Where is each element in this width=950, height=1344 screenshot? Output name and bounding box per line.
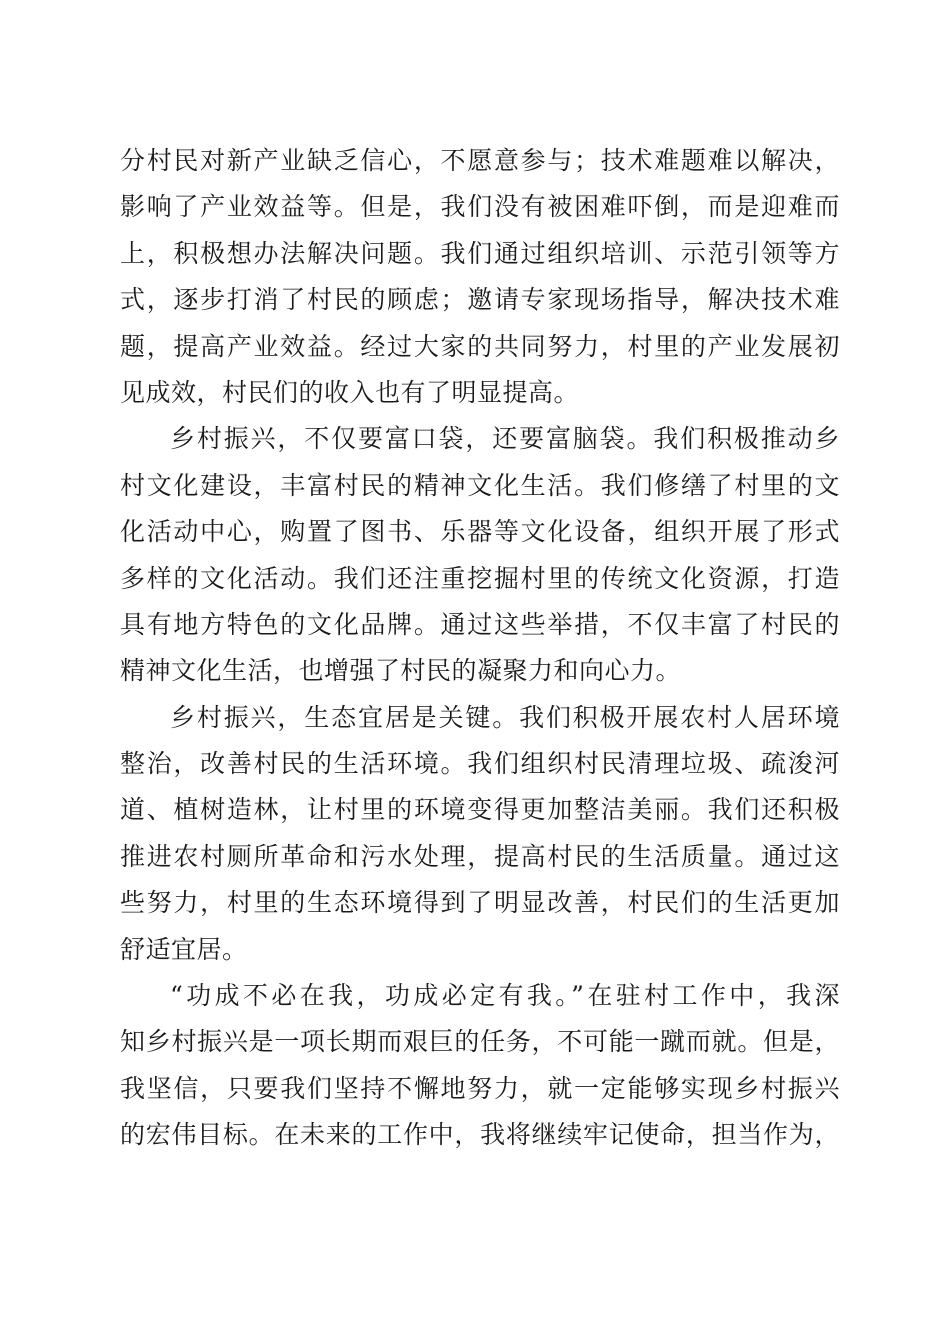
- text-line: 乡村振兴，生态宜居是关键。我们积极开展农村人居环境: [170, 702, 840, 732]
- text-line: 精神文化生活，也增强了村民的凝聚力和向心力。: [120, 656, 682, 686]
- text-line: 影响了产业效益等。但是，我们没有被困难吓倒，而是迎难而: [120, 192, 840, 222]
- text-line: 道、植树造林，让村里的环境变得更加整洁美丽。我们还积极: [120, 795, 840, 825]
- text-line: 化活动中心，购置了图书、乐器等文化设备，组织开展了形式: [120, 517, 840, 547]
- text-line: 推进农村厕所革命和污水处理，提高村民的生活质量。通过这: [120, 841, 840, 871]
- text-line: 式，逐步打消了村民的顾虑；邀请专家现场指导，解决技术难: [120, 285, 840, 315]
- text-line: 分村民对新产业缺乏信心，不愿意参与；技术难题难以解决，: [120, 146, 840, 175]
- document-body: [120, 138, 840, 1159]
- text-line: 乡村振兴，不仅要富口袋，还要富脑袋。我们积极推动乡: [170, 424, 840, 454]
- text-line: 整治，改善村民的生活环境。我们组织村民清理垃圾、疏浚河: [120, 749, 840, 779]
- text-line: 村文化建设，丰富村民的精神文化生活。我们修缮了村里的文: [120, 470, 840, 500]
- text-line: 我坚信，只要我们坚持不懈地努力，就一定能够实现乡村振兴: [120, 1073, 840, 1103]
- text-line: 知乡村振兴是一项长期而艰巨的任务，不可能一蹴而就。但是，: [120, 1027, 840, 1057]
- text-line: 多样的文化活动。我们还注重挖掘村里的传统文化资源，打造: [120, 563, 840, 593]
- text-line: 舒适宜居。: [120, 934, 248, 964]
- text-line: 的宏伟目标。在未来的工作中，我将继续牢记使命，担当作为，: [120, 1120, 840, 1150]
- text-line: 上，积极想办法解决问题。我们通过组织培训、示范引领等方: [120, 238, 840, 268]
- text-line: 题，提高产业效益。经过大家的共同努力，村里的产业发展初: [120, 331, 840, 361]
- text-line: 具有地方特色的文化品牌。通过这些举措，不仅丰富了村民的: [120, 609, 840, 639]
- text-line: “功成不必在我，功成必定有我。”在驻村工作中，我深: [170, 981, 840, 1011]
- text-line: 些努力，村里的生态环境得到了明显改善，村民们的生活更加: [120, 888, 840, 918]
- text-line: 见成效，村民们的收入也有了明显提高。: [120, 377, 580, 407]
